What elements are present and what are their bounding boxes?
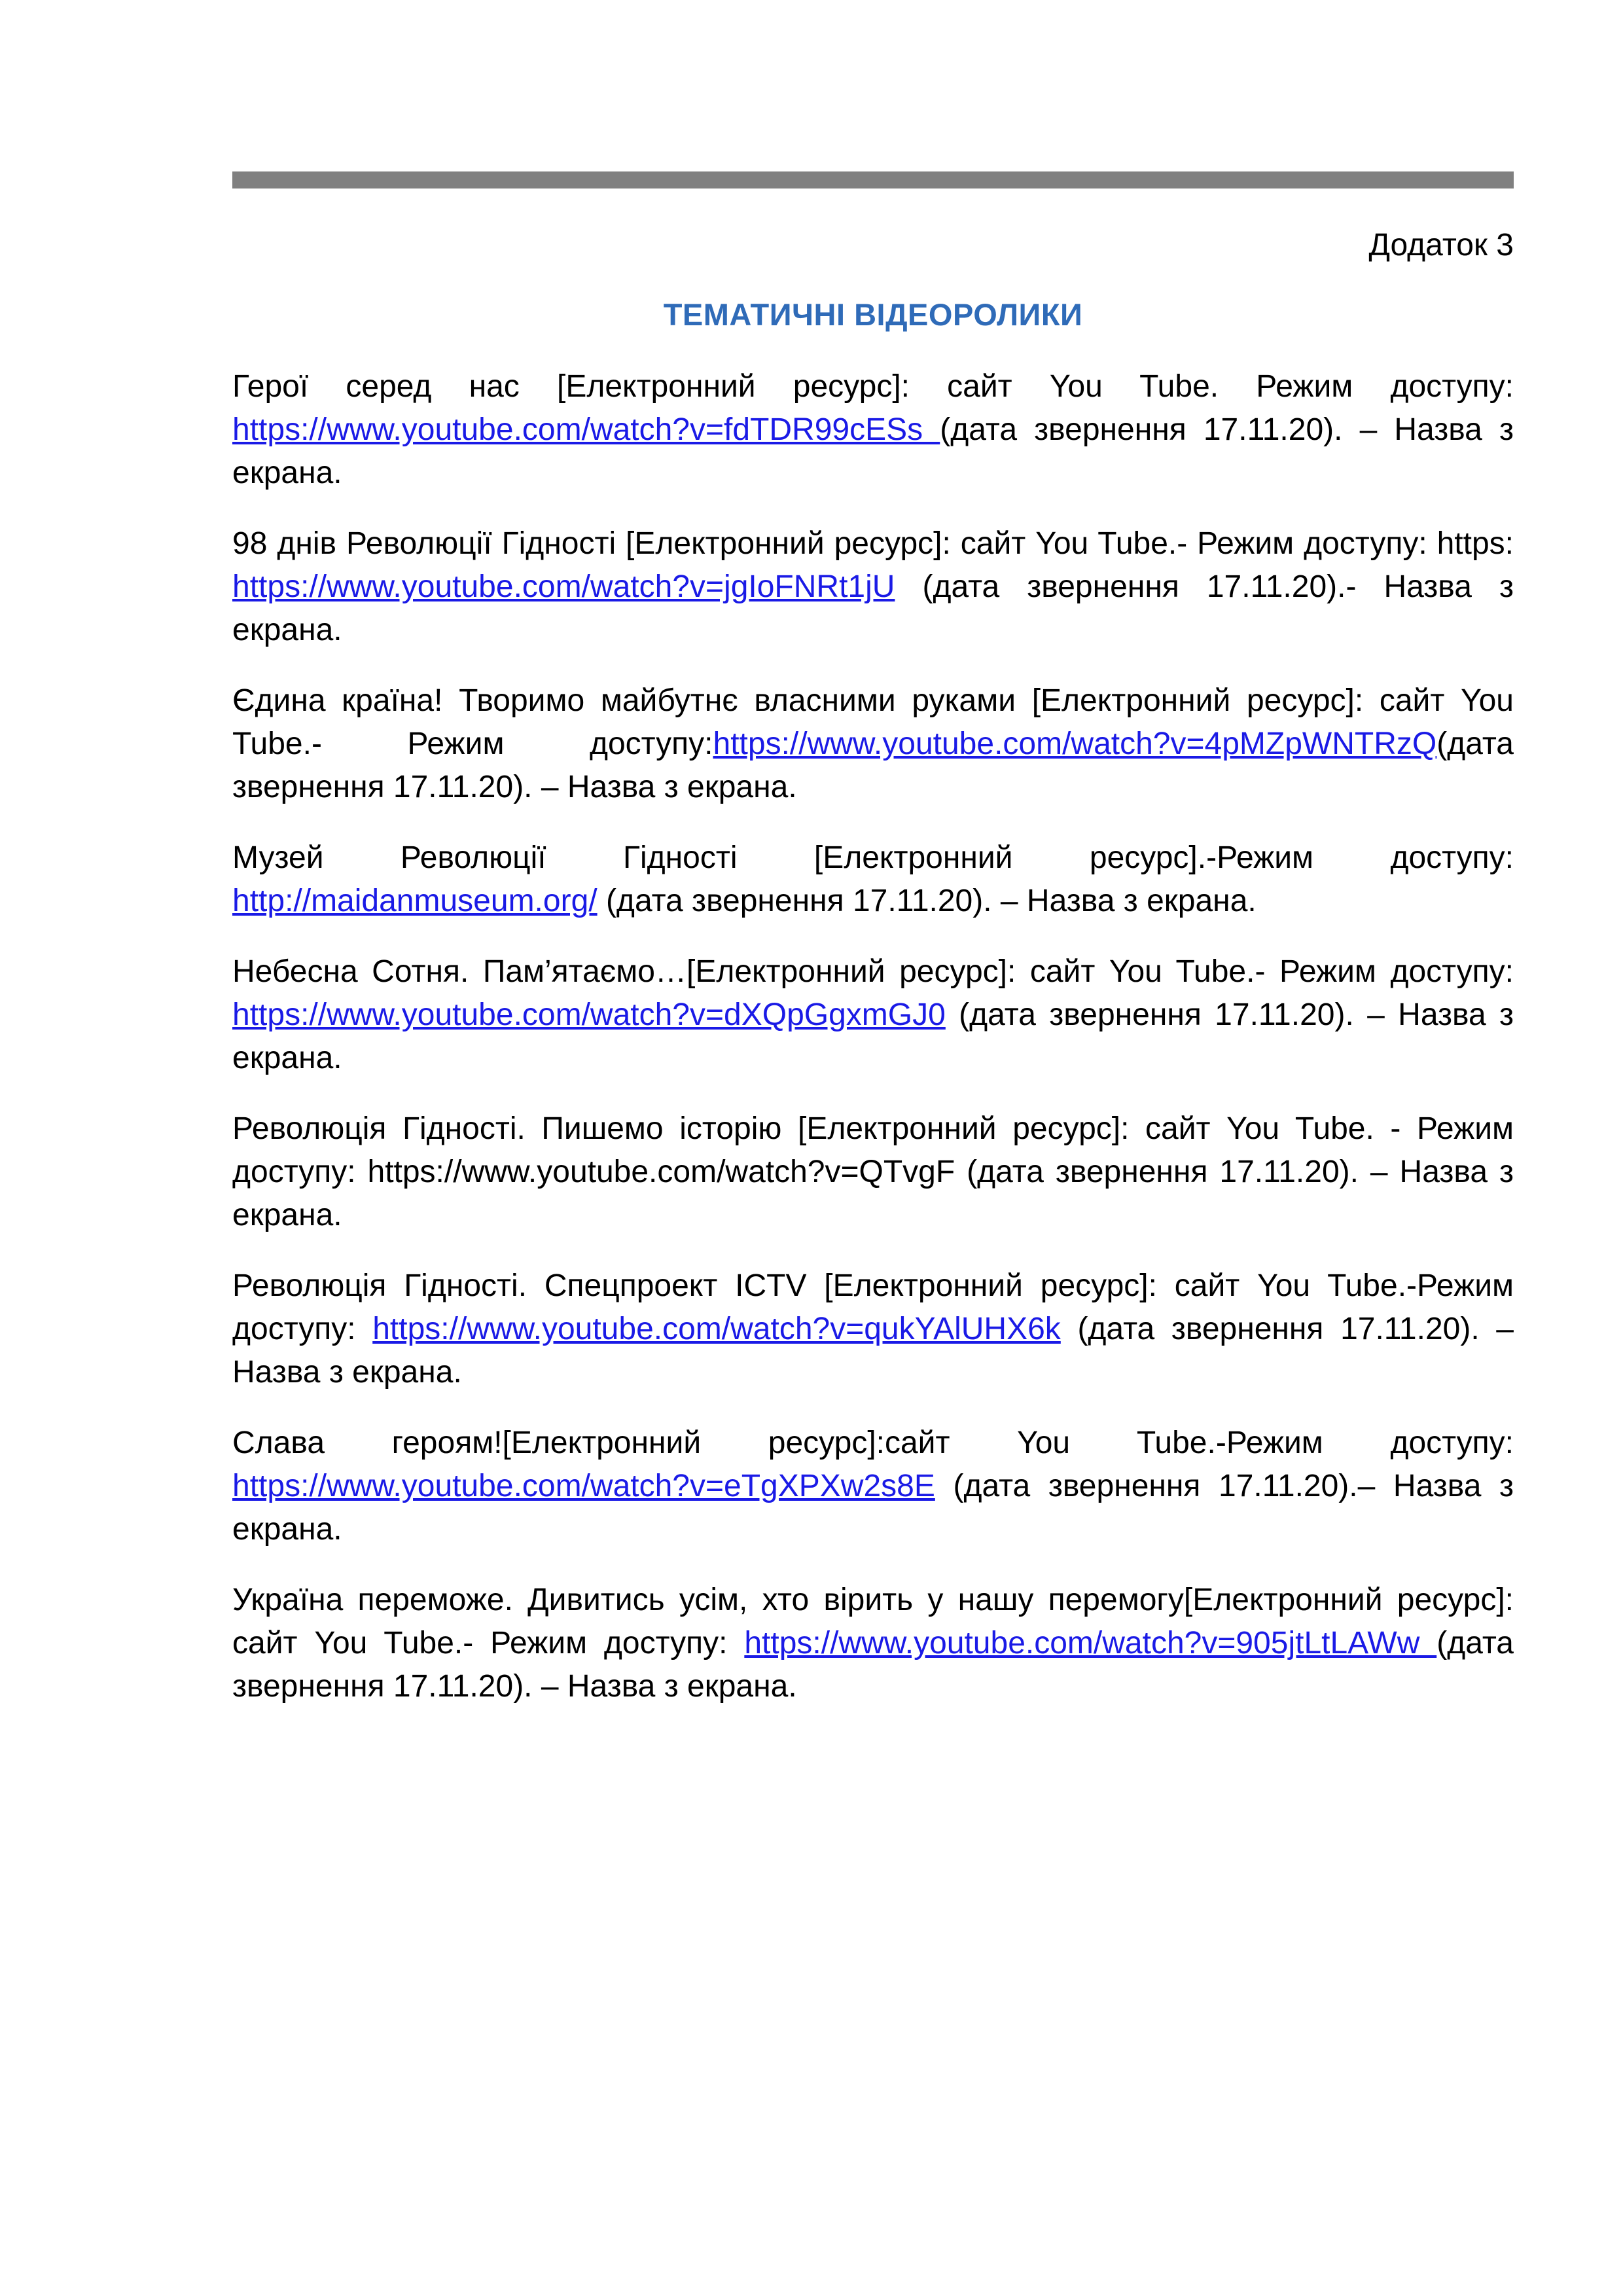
entry-text: Революція Гідності. Спецпроект ICTV [Електронний ресурс]: сайт You Tube.-Режим доступу: — [232, 1268, 1514, 1346]
entry-access-date: (дата звернення 17.11.20).- Назва з екрана. — [232, 569, 1514, 647]
list-item — [232, 1107, 1514, 1237]
list-item — [232, 836, 1514, 923]
list-item — [232, 365, 1514, 495]
entry-text: Єдина країна! Творимо майбутнє власними руками [Електронний ресурс]: сайт You Tube.- Режим доступу: — [232, 683, 1514, 761]
entry-access-date: (дата звернення 17.11.20). – Назва з екрана. — [597, 884, 1257, 918]
video-link[interactable]: https://www.youtube.com/watch?v=905jtLtLAWw — [744, 1626, 1437, 1660]
list-item — [232, 679, 1514, 809]
entry-access-date: (дата звернення 17.11.20). – Назва з екрана. — [232, 412, 1514, 490]
entry-access-date: (дата звернення 17.11.20).– Назва з екрана. — [232, 1469, 1514, 1547]
entry-access-date: (дата звернення 17.11.20). – Назва з екрана. — [232, 1312, 1514, 1390]
entry-access-date: (дата звернення 17.11.20). – Назва з екрана. — [232, 726, 1514, 804]
entry-text: Слава героям![Електронний ресурс]:сайт You Tube.-Режим доступу: — [232, 1426, 1514, 1460]
video-link[interactable]: https://www.youtube.com/watch?v=jgIoFNRt1jU — [232, 569, 895, 604]
video-link[interactable]: https://www.youtube.com/watch?v=eTgXPXw2s8E — [232, 1469, 935, 1503]
video-link[interactable]: https://www.youtube.com/watch?v=4pMZpWNTRzQ — [713, 726, 1437, 761]
list-item — [232, 1265, 1514, 1394]
entry-text: Революція Гідності. Пишемо історію [Електронний ресурс]: сайт You Tube. - Режим доступу: https://www.youtube.com/watch?v=QTvgF (дата звернення 17.11.20). – Назва з екрана. — [232, 1111, 1514, 1232]
video-list — [232, 365, 1514, 1736]
video-link[interactable]: https://www.youtube.com/watch?v=dXQpGgxmGJ0 — [232, 997, 946, 1032]
list-item — [232, 522, 1514, 652]
list-item — [232, 1422, 1514, 1551]
entry-text: 98 днів Революції Гідності [Електронний ресурс]: сайт You Tube.- Режим доступу: https: — [232, 526, 1514, 561]
list-item — [232, 1579, 1514, 1708]
entry-text: Музей Революції Гідності [Електронний ресурс].-Режим доступу: — [232, 840, 1514, 875]
video-link[interactable]: https://www.youtube.com/watch?v=fdTDR99cESs — [232, 412, 940, 447]
video-link[interactable]: https://www.youtube.com/watch?v=qukYAlUHX6k — [372, 1312, 1061, 1346]
entry-text: Небесна Сотня. Пам’ятаємо…[Електронний ресурс]: сайт You Tube.- Режим доступу: — [232, 954, 1514, 989]
list-item — [232, 950, 1514, 1080]
entry-text: Україна переможе. Дивитись усім, хто вірить у нашу перемогу[Електронний ресурс]: сайт You Tube.- Режим доступу: — [232, 1583, 1514, 1660]
museum-link[interactable]: http://maidanmuseum.org/ — [232, 884, 597, 918]
header-rule — [232, 171, 1514, 188]
page-title: ТЕМАТИЧНІ ВІДЕОРОЛИКИ — [663, 297, 1083, 332]
entry-access-date: (дата звернення 17.11.20). – Назва з екрана. — [232, 1626, 1514, 1704]
entry-access-date: (дата звернення 17.11.20). – Назва з екрана. — [232, 997, 1514, 1075]
appendix-label: Додаток 3 — [1368, 228, 1514, 262]
entry-text: Герої серед нас [Електронний ресурс]: сайт You Tube. Режим доступу: — [232, 369, 1514, 404]
